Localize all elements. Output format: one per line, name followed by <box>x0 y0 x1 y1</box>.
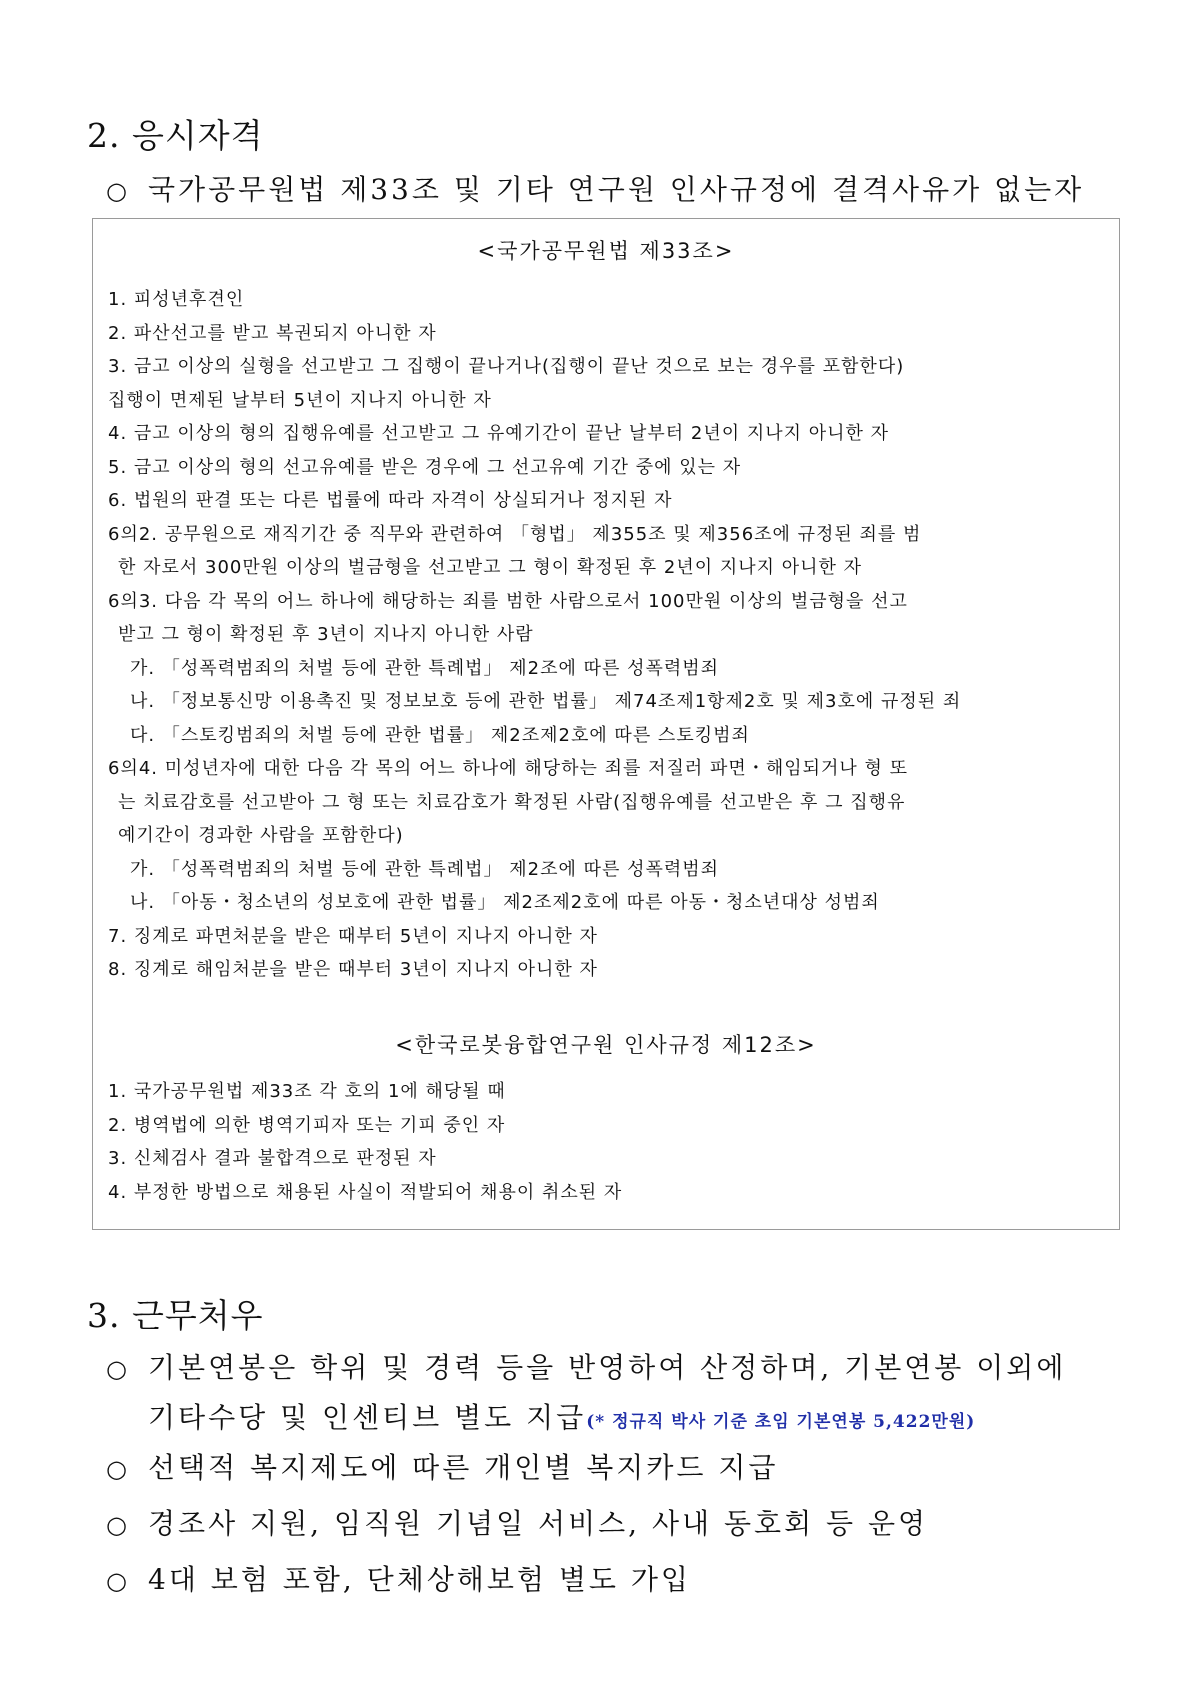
list-item: 8. 징계로 해임처분을 받은 때부터 3년이 지나지 아니한 자 <box>108 959 598 980</box>
events-text: 경조사 지원, 임직원 기념일 서비스, 사내 동호회 등 운영 <box>148 1507 929 1540</box>
welfare-card-text: 선택적 복지제도에 따른 개인별 복지카드 지급 <box>148 1451 779 1484</box>
list-item: 6의4. 미성년자에 대한 다음 각 목의 어느 하나에 해당하는 죄를 저질러 파면・해임되거나 형 또 <box>108 758 908 779</box>
bullet-mark: ○ <box>106 1355 130 1383</box>
eligibility-bullet <box>106 168 1146 208</box>
bullet-mark: ○ <box>106 1511 130 1539</box>
bullet-mark: ○ <box>106 1567 130 1595</box>
list-item: 6의2. 공무원으로 재직기간 중 직무와 관련하여 「형법」 제355조 및 제356조에 규정된 죄를 범 <box>108 523 922 545</box>
bullet-mark: ○ <box>106 1455 130 1483</box>
list-item: 한 자로서 300만원 이상의 벌금형을 선고받고 그 형이 확정된 후 2년이 지나지 아니한 자 <box>118 557 862 578</box>
eligibility-text: 국가공무원법 제33조 및 기타 연구원 인사규정에 결격사유가 없는자 <box>148 173 1085 206</box>
list-item: 나. 「아동・청소년의 성보호에 관한 법률」 제2조제2호에 따른 아동・청소년대상 성범죄 <box>130 892 880 913</box>
salary-continuation <box>148 1396 975 1436</box>
disqualification-box <box>92 218 1120 1230</box>
list-item: 다. 「스토킹범죄의 처벌 등에 관한 법률」 제2조제2호에 따른 스토킹범죄 <box>130 724 750 746</box>
list-item: 2. 병역법에 의한 병역기피자 또는 기피 중인 자 <box>108 1114 506 1136</box>
list-item: 예기간이 경과한 사람을 포함한다) <box>118 825 404 846</box>
list-item: 3. 신체검사 결과 불합격으로 판정된 자 <box>108 1148 437 1169</box>
list-item: 나. 「정보통신망 이용촉진 및 정보보호 등에 관한 법률」 제74조제1항제2호 및 제3호에 규정된 죄 <box>130 691 962 712</box>
list-item: 1. 국가공무원법 제33조 각 호의 1에 해당될 때 <box>108 1081 506 1102</box>
hr-regulation-heading: <한국로봇융합연구원 인사규정 제12조> <box>395 1033 817 1057</box>
welfare-card-bullet <box>106 1446 1146 1486</box>
insurance-text: 4대 보험 포함, 단체상해보험 별도 가입 <box>148 1563 691 1596</box>
salary-note: (* 정규직 박사 기준 초임 기본연봉 5,422만원) <box>586 1412 976 1432</box>
salary-bullet <box>106 1346 1146 1386</box>
section-3-title: 3. 근무처우 <box>87 1296 264 1335</box>
list-item: 가. 「성폭력범죄의 처벌 등에 관한 특례법」 제2조에 따른 성폭력범죄 <box>130 657 720 679</box>
list-item: 6의3. 다음 각 목의 어느 하나에 해당하는 죄를 범한 사람으로서 100만원 이상의 벌금형을 선고 <box>108 590 908 612</box>
list-item: 받고 그 형이 확정된 후 3년이 지나지 아니한 사람 <box>118 624 534 645</box>
section-2-title: 2. 응시자격 <box>87 116 264 155</box>
list-item: 4. 금고 이상의 형의 집행유예를 선고받고 그 유예기간이 끝난 날부터 2년이 지나지 아니한 자 <box>108 423 889 444</box>
hr-regulation-list <box>108 1075 1108 1209</box>
bullet-mark: ○ <box>106 177 130 205</box>
list-item: 7. 징계로 파면처분을 받은 때부터 5년이 지나지 아니한 자 <box>108 925 598 947</box>
civil-service-act-heading: <국가공무원법 제33조> <box>477 239 735 263</box>
list-item: 는 치료감호를 선고받아 그 형 또는 치료감호가 확정된 사람(집행유예를 선고받은 후 그 집행유 <box>118 791 906 813</box>
list-item: 2. 파산선고를 받고 복권되지 아니한 자 <box>108 322 437 344</box>
salary-text: 기본연봉은 학위 및 경력 등을 반영하여 산정하며, 기본연봉 이외에 <box>148 1351 1067 1384</box>
list-item: 5. 금고 이상의 형의 선고유예를 받은 경우에 그 선고유예 기간 중에 있는 자 <box>108 456 742 478</box>
list-item: 가. 「성폭력범죄의 처벌 등에 관한 특례법」 제2조에 따른 성폭력범죄 <box>130 858 720 880</box>
list-item: 1. 피성년후견인 <box>108 289 245 310</box>
civil-service-act-list <box>108 283 1108 987</box>
events-bullet <box>106 1502 1146 1542</box>
list-item: 6. 법원의 판결 또는 다른 법률에 따라 자격이 상실되거나 정지된 자 <box>108 490 673 511</box>
list-item: 3. 금고 이상의 실형을 선고받고 그 집행이 끝나거나(집행이 끝난 것으로 보는 경우를 포함한다) <box>108 356 905 377</box>
insurance-bullet <box>106 1558 1146 1598</box>
list-item: 4. 부정한 방법으로 채용된 사실이 적발되어 채용이 취소된 자 <box>108 1181 623 1203</box>
salary-text-2: 기타수당 및 인센티브 별도 지급 <box>148 1401 587 1434</box>
list-item: 집행이 면제된 날부터 5년이 지나지 아니한 자 <box>108 389 492 411</box>
